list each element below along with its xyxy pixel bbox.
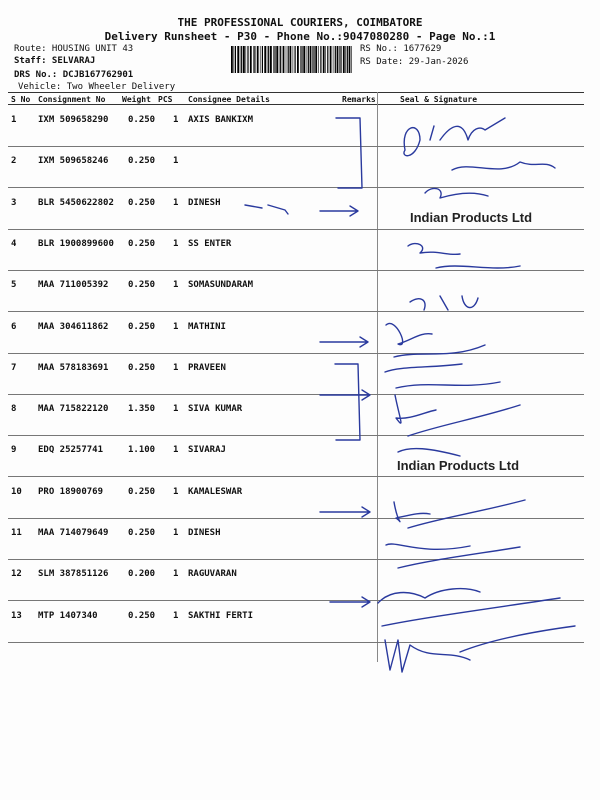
barcode-bar (315, 46, 317, 73)
table-row (8, 394, 584, 436)
barcode-bar (339, 46, 340, 73)
barcode-bar (267, 46, 268, 73)
barcode-bar (280, 46, 281, 73)
cell-pcs: 1 (173, 321, 179, 332)
table-row (8, 312, 584, 354)
cell-consignee: SIVARAJ (188, 445, 226, 456)
cell-weight: 0.200 (128, 569, 156, 580)
col-consignment: Consignment No (38, 95, 106, 104)
staff-label: Staff: SELVARAJ (14, 56, 96, 66)
barcode-bar (347, 46, 348, 73)
cell-weight: 0.250 (128, 486, 156, 497)
cell-pcs: 1 (173, 610, 179, 621)
barcode-bar (246, 46, 247, 73)
cell-consignment: MAA 578183691 (38, 362, 109, 373)
barcode-bar (268, 46, 269, 73)
cell-consignee: SIVA KUMAR (188, 404, 243, 415)
cell-sno: 10 (11, 486, 22, 497)
barcode-bar (254, 46, 255, 73)
barcode-bar (240, 46, 241, 73)
cell-pcs: 1 (173, 156, 179, 167)
barcode-bar (333, 46, 334, 73)
cell-consignment: BLR 5450622802 (38, 197, 114, 208)
col-weight: Weight (122, 95, 151, 104)
barcode-bar (274, 46, 275, 73)
cell-consignment: IXM 509658246 (38, 156, 109, 167)
cell-sno: 4 (11, 238, 17, 249)
table-row (8, 270, 584, 312)
cell-sno: 12 (11, 569, 22, 580)
signature-mark (385, 640, 470, 672)
cell-weight: 0.250 (128, 528, 156, 538)
barcode-bar (327, 46, 328, 73)
barcode-bar (273, 46, 274, 73)
cell-pcs: 1 (173, 486, 179, 497)
barcode-bar (283, 46, 285, 73)
barcode-bar (345, 46, 346, 73)
cell-consignee: DINESH (188, 197, 221, 208)
vehicle-label: Vehicle: Two Wheeler Delivery (18, 82, 176, 92)
barcode-bar (330, 46, 332, 73)
cell-weight: 0.250 (128, 610, 156, 621)
cell-sno: 11 (11, 528, 22, 538)
barcode-bar (303, 46, 305, 73)
barcode-bar (290, 46, 292, 73)
barcode-bar (301, 46, 302, 73)
barcode-bar (234, 46, 235, 73)
cell-pcs: 1 (173, 280, 179, 291)
cell-pcs: 1 (173, 528, 179, 538)
barcode-bar (306, 46, 307, 73)
table-row (8, 559, 584, 601)
cell-sno: 7 (11, 362, 17, 373)
barcode-bar (293, 46, 294, 73)
barcode-bar (237, 46, 239, 73)
cell-sno: 1 (11, 115, 17, 125)
cell-consignment: MAA 714079649 (38, 528, 109, 538)
rs-date: RS Date: 29-Jan-2026 (360, 57, 469, 67)
cell-sno: 6 (11, 321, 17, 332)
cell-sno: 5 (11, 280, 17, 291)
cell-weight: 0.250 (128, 238, 156, 249)
barcode-bar (276, 46, 278, 73)
barcode-bar (279, 46, 280, 73)
cell-weight: 0.250 (128, 156, 156, 167)
cell-consignment: EDQ 25257741 (38, 445, 104, 456)
rs-number: RS No.: 1677629 (360, 44, 442, 54)
cell-pcs: 1 (173, 445, 179, 456)
barcode-bar (231, 46, 233, 73)
barcode-bar (288, 46, 289, 73)
company-stamp: Indian Products Ltd (410, 210, 533, 225)
col-remarks: Remarks (342, 95, 376, 104)
table-top-border (8, 92, 584, 93)
cell-consignment: IXM 509658290 (38, 115, 109, 125)
cell-consignment: MAA 715822120 (38, 404, 109, 415)
cell-sno: 13 (11, 610, 22, 621)
cell-consignee: PRAVEEN (188, 362, 226, 373)
cell-pcs: 1 (173, 115, 179, 125)
cell-weight: 1.100 (128, 445, 156, 456)
barcode-bar (253, 46, 254, 73)
drs-number: DRS No.: DCJB167762901 (14, 70, 134, 80)
table-row (8, 353, 584, 395)
cell-consignment: SLM 387851126 (38, 569, 109, 580)
barcode-bar (235, 46, 236, 73)
barcode-bar (295, 46, 296, 73)
cell-consignee: KAMALESWAR (188, 486, 243, 497)
barcode-bar (297, 46, 299, 73)
barcode-bar (310, 46, 312, 73)
cell-pcs: 1 (173, 238, 179, 249)
cell-weight: 0.250 (128, 280, 156, 291)
table-row (8, 146, 584, 188)
cell-pcs: 1 (173, 404, 179, 415)
barcode-image (230, 46, 354, 73)
table-row (8, 601, 584, 643)
cell-pcs: 1 (173, 197, 179, 208)
barcode-bar (286, 46, 287, 73)
route-label: Route: HOUSING UNIT 43 (14, 44, 134, 54)
barcode-bar (250, 46, 252, 73)
cell-consignment: BLR 1900899600 (38, 238, 114, 249)
cell-sno: 8 (11, 404, 17, 415)
barcode-bar (313, 46, 314, 73)
barcode-bar (308, 46, 309, 73)
barcode-bar (349, 46, 351, 73)
cell-consignee: SAKTHI FERTI (188, 610, 254, 621)
cell-consignment: PRO 18900769 (38, 486, 104, 497)
cell-consignee: SS ENTER (188, 238, 232, 249)
barcode-bar (257, 46, 259, 73)
table-row (8, 229, 584, 271)
runsheet-subtitle: Delivery Runsheet - P30 - Phone No.:9047080280 - Page No.:1 (104, 30, 496, 43)
company-title: THE PROFESSIONAL COURIERS, COIMBATORE (177, 16, 423, 29)
barcode-bar (260, 46, 261, 73)
barcode-bar (343, 46, 345, 73)
barcode-bar (243, 46, 245, 73)
barcode-bar (320, 46, 321, 73)
barcode-bar (247, 46, 248, 73)
cell-weight: 1.350 (128, 404, 156, 415)
col-sno: S No (11, 95, 31, 104)
barcode-bar (318, 46, 319, 73)
barcode-bar (270, 46, 272, 73)
cell-sno: 9 (11, 445, 17, 456)
table-row (8, 105, 584, 147)
cell-consignee: RAGUVARAN (188, 569, 237, 580)
barcode-bar (351, 46, 352, 73)
barcode-bar (340, 46, 341, 73)
barcode-bar (300, 46, 301, 73)
col-pcs: PCS (158, 95, 173, 104)
cell-weight: 0.250 (128, 362, 156, 373)
cell-consignee: AXIS BANKIXM (188, 115, 254, 125)
col-seal: Seal & Signature (400, 95, 478, 104)
col-consignee: Consignee Details (188, 95, 270, 104)
cell-consignment: MTP 1407340 (38, 610, 98, 621)
barcode-bar (262, 46, 263, 73)
cell-consignment: MAA 711005392 (38, 280, 109, 291)
cell-consignment: MAA 304611862 (38, 321, 109, 332)
table-row (8, 518, 584, 560)
cell-pcs: 1 (173, 569, 179, 580)
cell-consignee: DINESH (188, 528, 221, 538)
company-stamp: Indian Products Ltd (397, 458, 520, 473)
table-row (8, 477, 584, 519)
barcode-bar (335, 46, 336, 73)
barcode-bar (325, 46, 326, 73)
barcode-bar (312, 46, 313, 73)
cell-pcs: 1 (173, 362, 179, 373)
barcode-bar (323, 46, 325, 73)
cell-sno: 2 (11, 156, 17, 167)
cell-weight: 0.250 (128, 321, 156, 332)
cell-consignee: SOMASUNDARAM (188, 280, 254, 291)
barcode-bar (337, 46, 339, 73)
barcode-bar (264, 46, 266, 73)
cell-weight: 0.250 (128, 197, 156, 208)
cell-weight: 0.250 (128, 115, 156, 125)
cell-consignee: MATHINI (188, 321, 226, 332)
cell-sno: 3 (11, 197, 17, 208)
barcode-bar (241, 46, 242, 73)
